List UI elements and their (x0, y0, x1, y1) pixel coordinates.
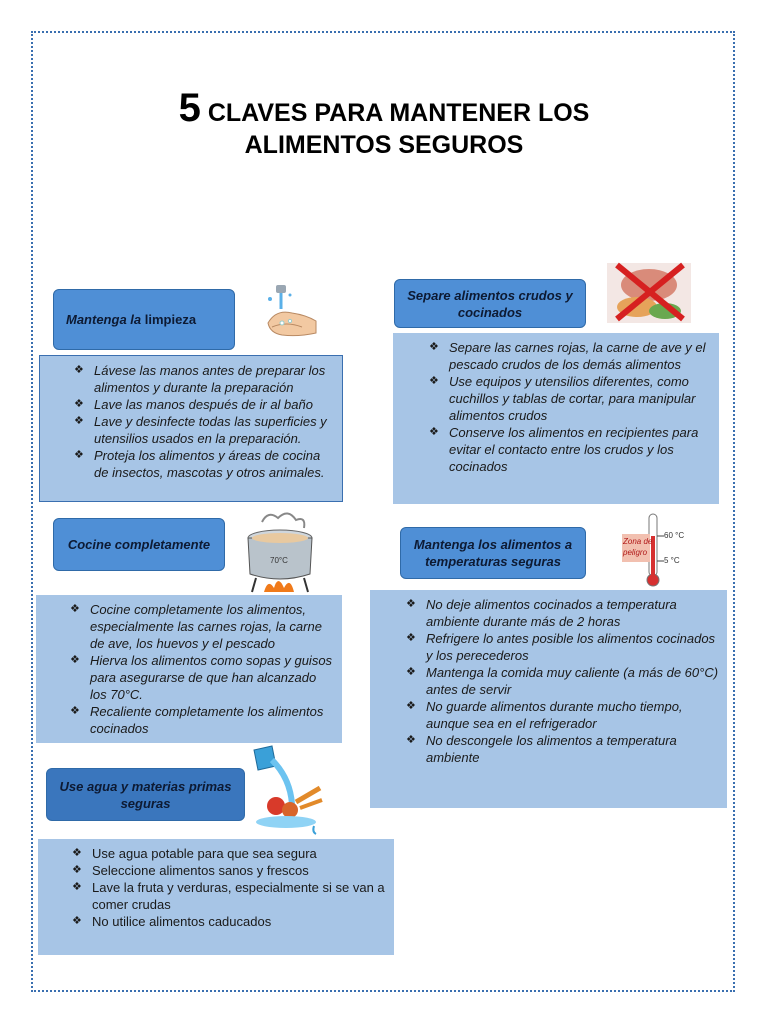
bullet-icon: ❖ (406, 700, 416, 712)
danger-zone-label-a: Zona de (623, 537, 653, 546)
list-item: ❖ Proteja los alimentos y áreas de cocina de insectos, mascotas y otros animales. (74, 448, 325, 480)
pot-temperature-text: 70°C (270, 556, 288, 565)
bullet-icon: ❖ (72, 881, 82, 893)
list-item: ❖ Use equipos y utensilios diferentes, como cuchillos y tablas de cortar, para manipular alimentos crudos (429, 374, 696, 423)
bullet-icon: ❖ (406, 734, 416, 746)
handwashing-icon (262, 283, 320, 341)
list-item: ❖ Lave las manos después de ir al baño (74, 397, 313, 412)
box-temperaturas (370, 590, 727, 808)
label-mantenga-temperaturas: Mantenga los alimentos a temperaturas seguras (400, 527, 586, 579)
bullet-icon: ❖ (74, 364, 84, 376)
thermometer-icon (620, 512, 686, 588)
list-item: ❖ Refrigere lo antes posible los alimentos cocinados y los perecederos (406, 631, 716, 663)
water-fruits-icon (246, 744, 326, 836)
list-item: ❖ No deje alimentos cocinados a temperatura ambiente durante más de 2 horas (406, 597, 677, 629)
list-item: ❖ Conserve los alimentos en recipientes para evitar el contacto entre los crudos y los cocinados (429, 425, 699, 474)
bullet-icon: ❖ (70, 603, 80, 615)
list-item: ❖ Lávese las manos antes de preparar los alimentos y durante la preparación (74, 363, 326, 395)
thermo-low-label: 5 °C (664, 556, 680, 565)
bullet-icon: ❖ (406, 598, 416, 610)
label-limpieza-a: Mantenga la (66, 312, 142, 327)
bullet-icon: ❖ (72, 864, 82, 876)
bullet-icon: ❖ (406, 632, 416, 644)
list-item: ❖ No descongele los alimentos a temperatura ambiente (406, 733, 677, 765)
bullet-icon: ❖ (74, 415, 84, 427)
label-separe-alimentos: Separe alimentos crudos y cocinados (394, 279, 586, 328)
title-line-1: CLAVES PARA MANTENER LOS (207, 99, 590, 127)
bullet-icon: ❖ (72, 915, 82, 927)
list-item: ❖ Cocine completamente los alimentos, especialmente las carnes rojas, la carne de ave, los huevos y el pescado (70, 602, 322, 651)
label-use-agua: Use agua y materias primas seguras (46, 768, 245, 821)
thermo-high-label: 60 °C (664, 531, 685, 540)
list-item: ❖ Separe las carnes rojas, la carne de ave y el pescado crudos de los demás alimentos (429, 340, 706, 372)
bullet-icon: ❖ (406, 666, 416, 678)
title-number: 5 (178, 86, 201, 130)
bullet-icon: ❖ (429, 341, 439, 353)
list-item: ❖ Use agua potable para que sea segura (72, 846, 317, 861)
bullet-icon: ❖ (70, 705, 80, 717)
list-item: ❖ No guarde alimentos durante mucho tiempo, aunque sea en el refrigerador (406, 699, 683, 731)
list-item: ❖ Hierva los alimentos como sopas y guisos para asegurarse de que han alcanzado los 70°C. (70, 653, 333, 702)
bullet-icon: ❖ (70, 654, 80, 666)
list-item: ❖ No utilice alimentos caducados (72, 914, 272, 929)
bullet-icon: ❖ (74, 398, 84, 410)
label-cocine-completamente: Cocine completamente (53, 518, 225, 571)
cooking-pot-icon (240, 508, 320, 594)
bullet-icon: ❖ (429, 426, 439, 438)
danger-zone-label-b: peligro (623, 548, 648, 557)
title-line-2: ALIMENTOS SEGUROS (244, 131, 524, 159)
list-item: ❖ Recaliente completamente los alimentos cocinados (70, 704, 324, 736)
bullet-icon: ❖ (429, 375, 439, 387)
list-item: ❖ Seleccione alimentos sanos y frescos (72, 863, 309, 878)
label-limpieza-b: limpieza (144, 312, 197, 327)
list-item: ❖ Mantenga la comida muy caliente (a más de 60°C) antes de servir (406, 665, 719, 697)
page-title (0, 86, 768, 161)
box-cocine (36, 595, 342, 743)
bullet-icon: ❖ (74, 449, 84, 461)
box-separe (393, 333, 719, 504)
no-cross-contamination-icon (603, 255, 695, 327)
label-mantenga-limpieza (53, 289, 235, 350)
box-agua (38, 839, 394, 955)
list-item: ❖ Lave la fruta y verduras, especialmente si se van a comer crudas (72, 880, 385, 912)
list-item: ❖ Lave y desinfecte todas las superficies y utensilios usados en la preparación. (74, 414, 327, 446)
box-limpieza (39, 355, 343, 502)
bullet-icon: ❖ (72, 847, 82, 859)
